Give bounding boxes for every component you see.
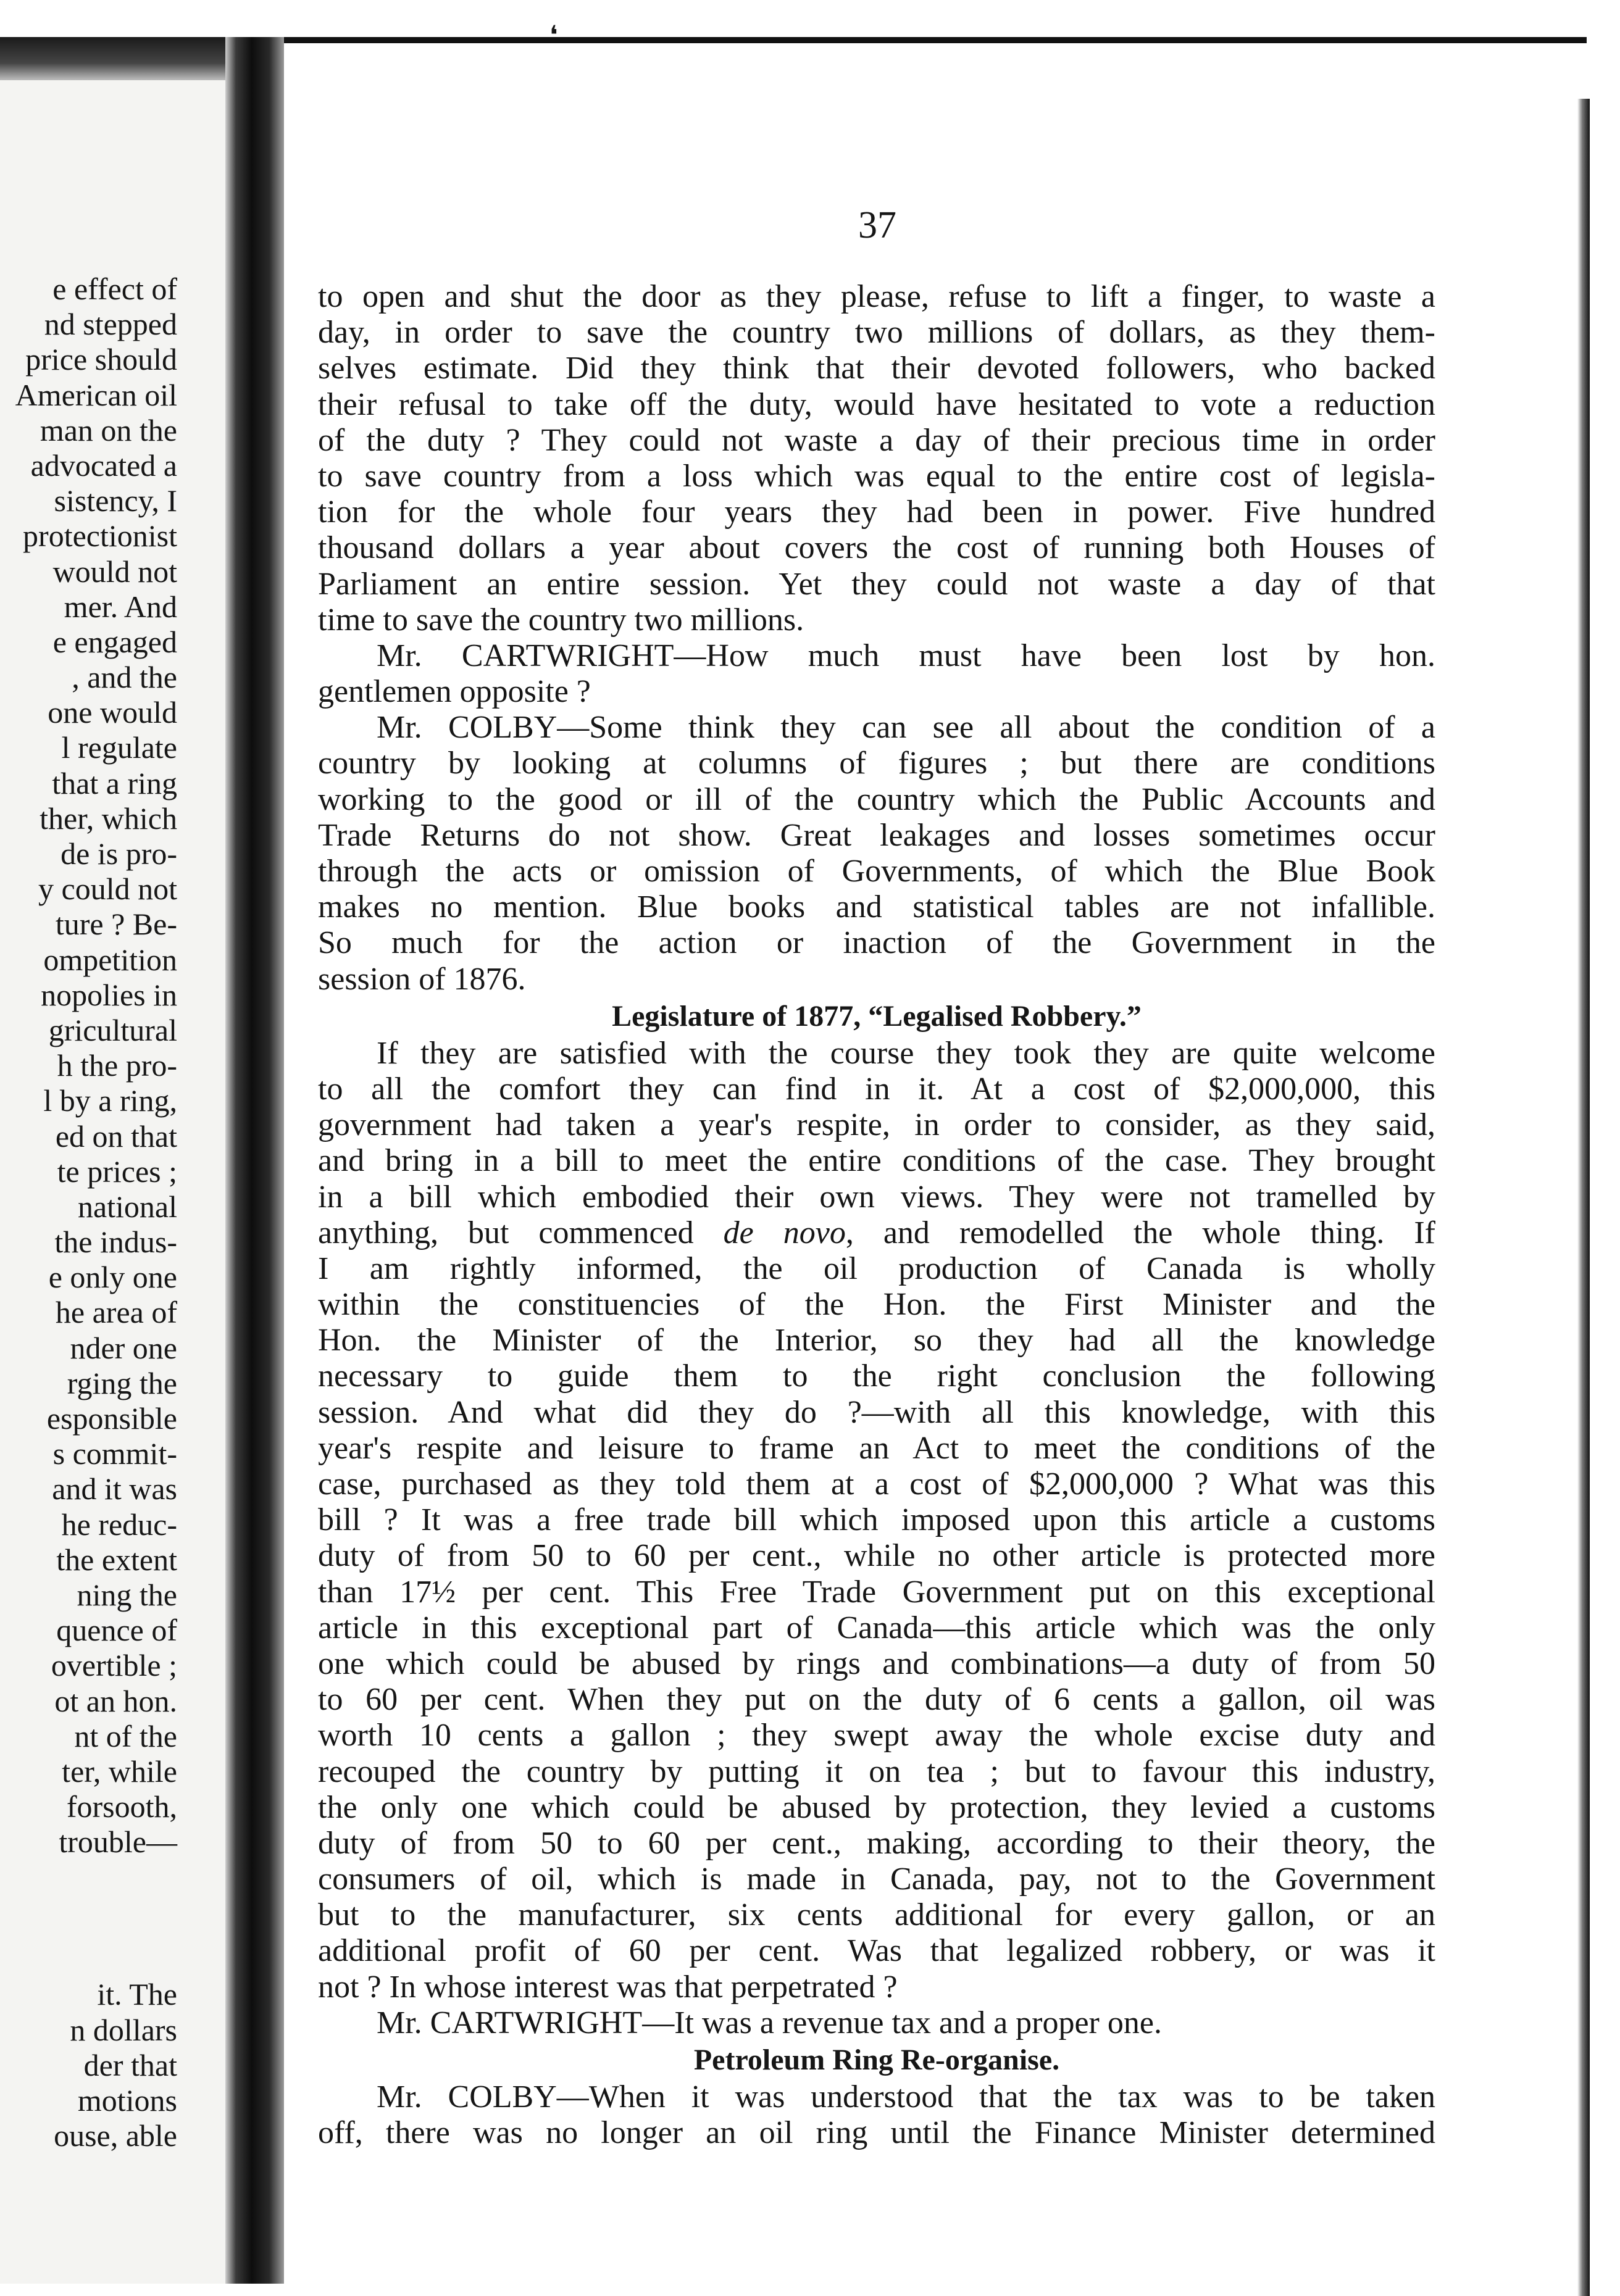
left-page-fragment: motions (77, 2083, 177, 2118)
paragraph-colby-reply (318, 710, 1435, 997)
left-page-top-edge (0, 37, 235, 80)
left-page-fragment: protectionist (23, 518, 177, 554)
left-page-fragment: l regulate (61, 730, 177, 765)
left-page-fragment: man on the (40, 412, 177, 447)
text-line: day, in order to save the country two millions of dollars, as they them- (318, 315, 1435, 351)
paragraph-cartwright-question (318, 638, 1435, 710)
text-line: session of 1876. (318, 961, 526, 997)
text-line: additional profit of 60 per cent. Was that legalized robbery, or was it (318, 1933, 1435, 1969)
text-line: recouped the country by putting it on tea ; but to favour this industry, (318, 1753, 1435, 1789)
left-page-fragment: s commit- (52, 1436, 177, 1471)
text-line: in a bill which embodied their own views. They were not tramelled by (318, 1179, 1435, 1215)
left-page-fragment: American oil (15, 377, 177, 412)
text-line: than 17½ per cent. This Free Trade Government put on this exceptional (318, 1574, 1435, 1610)
text-line: not ? In whose interest was that perpetrated ? (318, 1969, 898, 2005)
left-page-fragment: and it was (52, 1471, 177, 1507)
left-page-fragment: ouse, able (54, 2118, 177, 2153)
left-page-fragment: nder one (70, 1330, 177, 1365)
left-page-fragment: y could not (38, 871, 177, 907)
text-line: Hon. the Minister of the Interior, so they had all the knowledge (318, 1323, 1435, 1358)
left-page-fragment: price should (25, 342, 177, 377)
text-line: off, there was no longer an oil ring until the Finance Minister determined (318, 2115, 1435, 2151)
text-line: thousand dollars a year about covers the cost of running both Houses of (318, 530, 1435, 566)
left-page-fragment: the indus- (54, 1225, 177, 1260)
left-page-fragment: de is pro- (61, 836, 177, 871)
text-line: session. And what did they do ?—with all this knowledge, with this (318, 1394, 1435, 1430)
left-page-fragment: esponsible (46, 1401, 177, 1436)
left-page-fragment: that a ring (52, 765, 177, 801)
left-page-fragment: ther, which (40, 801, 177, 836)
left-page-fragment: it. The (97, 1977, 177, 2012)
left-page-fragment: ning the (77, 1577, 177, 1612)
left-page-gap (0, 1860, 177, 1977)
left-page-fragment: ot an hon. (54, 1683, 177, 1718)
left-page-fragment: e only one (48, 1260, 177, 1295)
paragraph-continued (318, 279, 1435, 638)
text-line: through the acts or omission of Governments, of which the Blue Book (318, 854, 1435, 889)
left-page-fragment: e effect of (52, 272, 177, 306)
text-line: one which could be abused by rings and combinations—a duty of from 50 (318, 1645, 1435, 1681)
text-line: Trade Returns do not show. Great leakages and losses sometimes occur (318, 817, 1435, 853)
text-line: to open and shut the door as they please, refuse to lift a finger, to waste a (318, 279, 1435, 314)
paragraph-legislature-part1 (318, 1036, 1435, 1215)
page-number: 37 (858, 204, 896, 246)
left-page-fragment: n dollars (70, 2012, 177, 2047)
left-page-fragment: h the pro- (57, 1048, 177, 1083)
text-line: worth 10 cents a gallon ; they swept away the whole excise duty and (318, 1718, 1435, 1753)
text-line: article in this exceptional part of Canada—this article which was the only (318, 1610, 1435, 1645)
text-line: I am rightly informed, the oil production of Canada is wholly (318, 1250, 1435, 1286)
left-page-fragment: rging the (67, 1365, 177, 1400)
left-page-fragment: te prices ; (57, 1154, 177, 1189)
text-line: case, purchased as they told them at a cost of $2,000,000 ? What was this (318, 1466, 1435, 1502)
paragraph-cartwright-revenue: Mr. CARTWRIGHT—It was a revenue tax and a proper one. (377, 2005, 1162, 2040)
paragraph-line-de-novo (318, 1215, 1435, 1251)
left-page-fragment: would not (52, 554, 177, 589)
section-heading-petroleum-ring: Petroleum Ring Re-organise. (693, 2044, 1060, 2076)
left-page-fragment: nd stepped (44, 307, 177, 342)
left-page-fragment: nt of the (74, 1718, 177, 1753)
text-run: anything, but commenced (318, 1215, 724, 1250)
left-page-fragment: sistency, I (54, 483, 177, 518)
left-page-fragment: quence of (56, 1613, 177, 1648)
text-line: and bring in a bill to meet the entire conditions of the case. They brought (318, 1143, 1435, 1179)
text-line: tion for the whole four years they had been in power. Five hundred (318, 494, 1435, 530)
paragraph-colby-petroleum (318, 2079, 1435, 2151)
text-line: the only one which could be abused by protection, they levied a customs (318, 1789, 1435, 1825)
left-page-text-fragments (0, 272, 177, 2153)
left-page-fragment: l by a ring, (43, 1083, 177, 1118)
left-page-fragment: the extent (56, 1542, 177, 1577)
text-line: bill ? It was a free trade bill which imposed upon this article a customs (318, 1502, 1435, 1538)
paragraph-legislature-part2 (318, 1251, 1435, 2005)
left-page-fragment: he reduc- (61, 1507, 177, 1542)
left-page-fragment: nopolies in (41, 977, 177, 1012)
text-line: to 60 per cent. When they put on the duty of 6 cents a gallon, oil was (318, 1682, 1435, 1718)
book-spine-gutter (225, 37, 284, 2284)
left-page-fragment: ompetition (43, 942, 177, 977)
left-page-fragment: trouble— (59, 1824, 177, 1860)
text-line: Mr. CARTWRIGHT—How much must have been lost by hon. (377, 638, 1435, 673)
left-page-fragment: advocated a (30, 447, 177, 483)
text-line: necessary to guide them to the right conclusion the following (318, 1358, 1435, 1394)
italic-phrase: de novo (723, 1215, 846, 1250)
right-page-edge (1577, 99, 1590, 2296)
text-line: government had taken a year's respite, in order to consider, as they said, (318, 1107, 1435, 1143)
text-run: , and remodelled the whole thing. If (845, 1215, 1435, 1250)
left-page-fragment: der that (83, 2047, 177, 2082)
text-line: duty of from 50 to 60 per cent., while no other article is protected more (318, 1538, 1435, 1574)
left-page-fragment: e engaged (52, 624, 177, 659)
left-page-fragment: he area of (55, 1295, 177, 1330)
text-line: consumers of oil, which is made in Canada, pay, not to the Government (318, 1861, 1435, 1897)
text-line: gentlemen opposite ? (318, 674, 591, 710)
text-line: Mr. COLBY—Some think they can see all about the condition of a (377, 710, 1435, 746)
text-line: selves estimate. Did they think that their devoted followers, who backed (318, 351, 1435, 386)
text-line: year's respite and leisure to frame an Act to meet the conditions of the (318, 1430, 1435, 1466)
section-heading-legislature-1877: Legislature of 1877, “Legalised Robbery.” (612, 999, 1142, 1033)
text-line: country by looking at columns of figures ; but there are conditions (318, 746, 1435, 781)
left-page-fragment: forsooth, (66, 1789, 177, 1824)
text-line: of the duty ? They could not waste a day of their precious time in order (318, 422, 1435, 458)
ink-speck-mark: ❛ (549, 22, 558, 50)
text-line: So much for the action or inaction of the Government in the (318, 925, 1435, 961)
left-page-fragment: national (77, 1189, 177, 1224)
text-line: working to the good or ill of the country which the Public Accounts and (318, 781, 1435, 817)
text-line: to all the comfort they can find in it. At a cost of $2,000,000, this (318, 1071, 1435, 1107)
text-line: their refusal to take off the duty, would have hesitated to vote a reduction (318, 386, 1435, 422)
text-line: Mr. COLBY—When it was understood that the tax was to be taken (377, 2079, 1435, 2115)
left-page-fragment: gricultural (48, 1012, 177, 1047)
left-page-fragment: mer. And (64, 589, 177, 624)
text-line: duty of from 50 to 60 per cent., making, according to their theory, the (318, 1825, 1435, 1861)
left-page-fragment: ter, while (62, 1753, 177, 1789)
left-page-fragment: , and the (72, 660, 177, 695)
left-page-fragment: ture ? Be- (55, 907, 177, 942)
left-page-fragment: overtible ; (51, 1648, 177, 1683)
text-line: time to save the country two millions. (318, 602, 804, 638)
left-facing-page (0, 37, 225, 2284)
text-line: but to the manufacturer, six cents additional for every gallon, or an (318, 1897, 1435, 1933)
text-line: If they are satisfied with the course they took they are quite welcome (377, 1035, 1435, 1071)
text-line: within the constituencies of the Hon. the First Minister and the (318, 1287, 1435, 1323)
text-line: to save country from a loss which was equal to the entire cost of legisla- (318, 458, 1435, 494)
left-page-fragment: ed on that (55, 1118, 177, 1154)
page-body-text (318, 279, 1435, 2151)
text-line: Parliament an entire session. Yet they could not waste a day of that (318, 566, 1435, 602)
left-page-fragment: one would (48, 695, 177, 730)
text-line: makes no mention. Blue books and statistical tables are not infallible. (318, 889, 1435, 925)
